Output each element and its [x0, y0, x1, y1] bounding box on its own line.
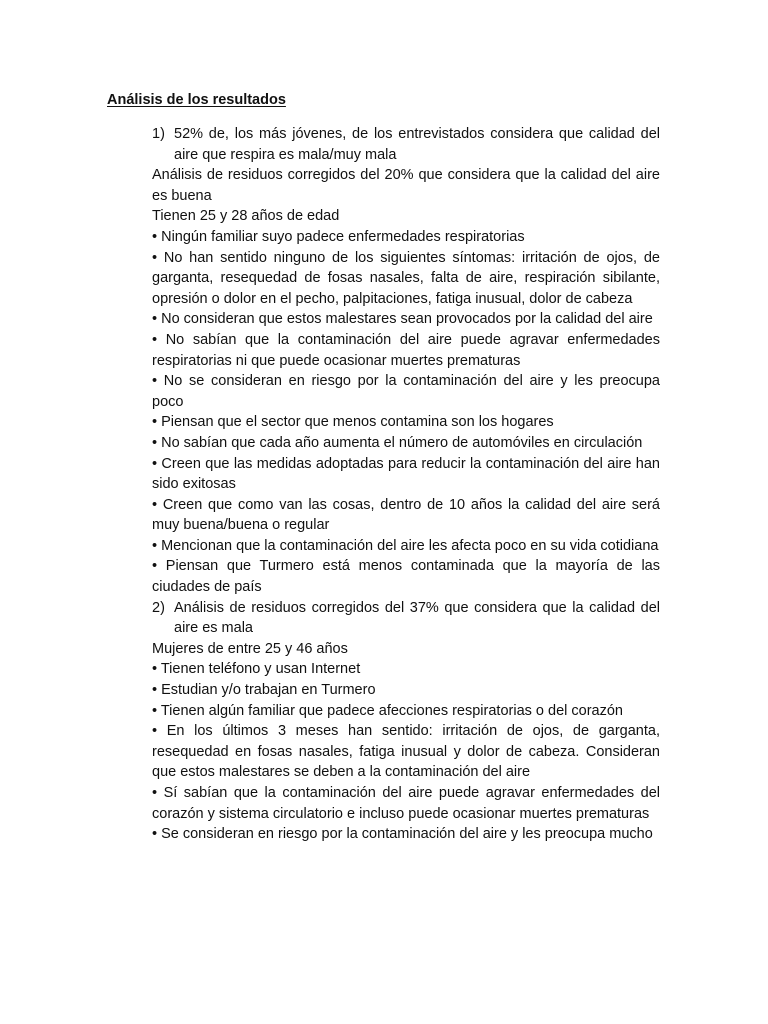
- bullet-item: • Mencionan que la contaminación del aire les afecta poco en su vida cotidiana: [152, 537, 659, 554]
- bullet-item: • No consideran que estos malestares sean provocados por la calidad del aire: [152, 311, 653, 328]
- bullet-item: • Tienen teléfono y usan Internet: [152, 661, 361, 678]
- bullet-item: • Tienen algún familiar que padece afecciones respiratorias o del corazón: [152, 702, 623, 719]
- bullet-item: • Sí sabían que la contaminación del aire puede agravar enfermedades del corazón y sistema circulatorio e incluso puede ocasionar muertes prematuras: [152, 785, 660, 822]
- item-number: 2): [152, 599, 165, 616]
- item-text: 52% de, los más jóvenes, de los entrevistados considera que calidad del aire que respira es mala/muy mala: [174, 126, 660, 163]
- document-body: [152, 124, 660, 845]
- item-number: 1): [152, 126, 165, 142]
- bullet-item: • Creen que las medidas adoptadas para reducir la contaminación del aire han sido exitosas: [152, 455, 660, 493]
- bullet-item: • Ningún familiar suyo padece enfermedades respiratorias: [152, 228, 525, 245]
- bullet-item: • En los últimos 3 meses han sentido: irritación de ojos, de garganta, resequedad en fosas nasales, fatiga inusual y dolor de cabeza. Consideran que estos malestares se deben a la contaminación del aire: [152, 723, 660, 781]
- page-title: Análisis de los resultados: [107, 92, 286, 108]
- bullet-item: • Piensan que Turmero está menos contaminada que la mayoría de las ciudades de país: [152, 558, 660, 596]
- bullet-item: • Creen que como van las cosas, dentro de 10 años la calidad del aire será muy buena/buena o regular: [152, 496, 660, 534]
- bullet-item: • No han sentido ninguno de los siguientes síntomas: irritación de ojos, de garganta, resequedad de fosas nasales, falta de aire, respiración sibilante, opresión o dolor en el pecho, palpitaciones, fatiga inusual, dolor de cabeza: [152, 249, 660, 307]
- bullet-item: • Estudian y/o trabajan en Turmero: [152, 682, 376, 699]
- item-text: Análisis de residuos corregidos del 37% que considera que la calidad del aire es mala: [174, 599, 660, 637]
- paragraph: Mujeres de entre 25 y 46 años: [152, 640, 348, 657]
- numbered-item-1: [152, 124, 660, 165]
- paragraph: Tienen 25 y 28 años de edad: [152, 208, 340, 225]
- bullet-item: • No sabían que cada año aumenta el número de automóviles en circulación: [152, 434, 643, 451]
- bullet-item: • Se consideran en riesgo por la contaminación del aire y les preocupa mucho: [152, 826, 653, 843]
- bullet-item: • No sabían que la contaminación del aire puede agravar enfermedades respiratorias ni que puede ocasionar muertes prematuras: [152, 331, 660, 369]
- paragraph: Análisis de residuos corregidos del 20% que considera que la calidad del aire es buena: [152, 167, 660, 204]
- numbered-item-2: [152, 598, 660, 639]
- bullet-item: • Piensan que el sector que menos contamina son los hogares: [152, 414, 554, 431]
- bullet-item: • No se consideran en riesgo por la contaminación del aire y les preocupa poco: [152, 373, 660, 410]
